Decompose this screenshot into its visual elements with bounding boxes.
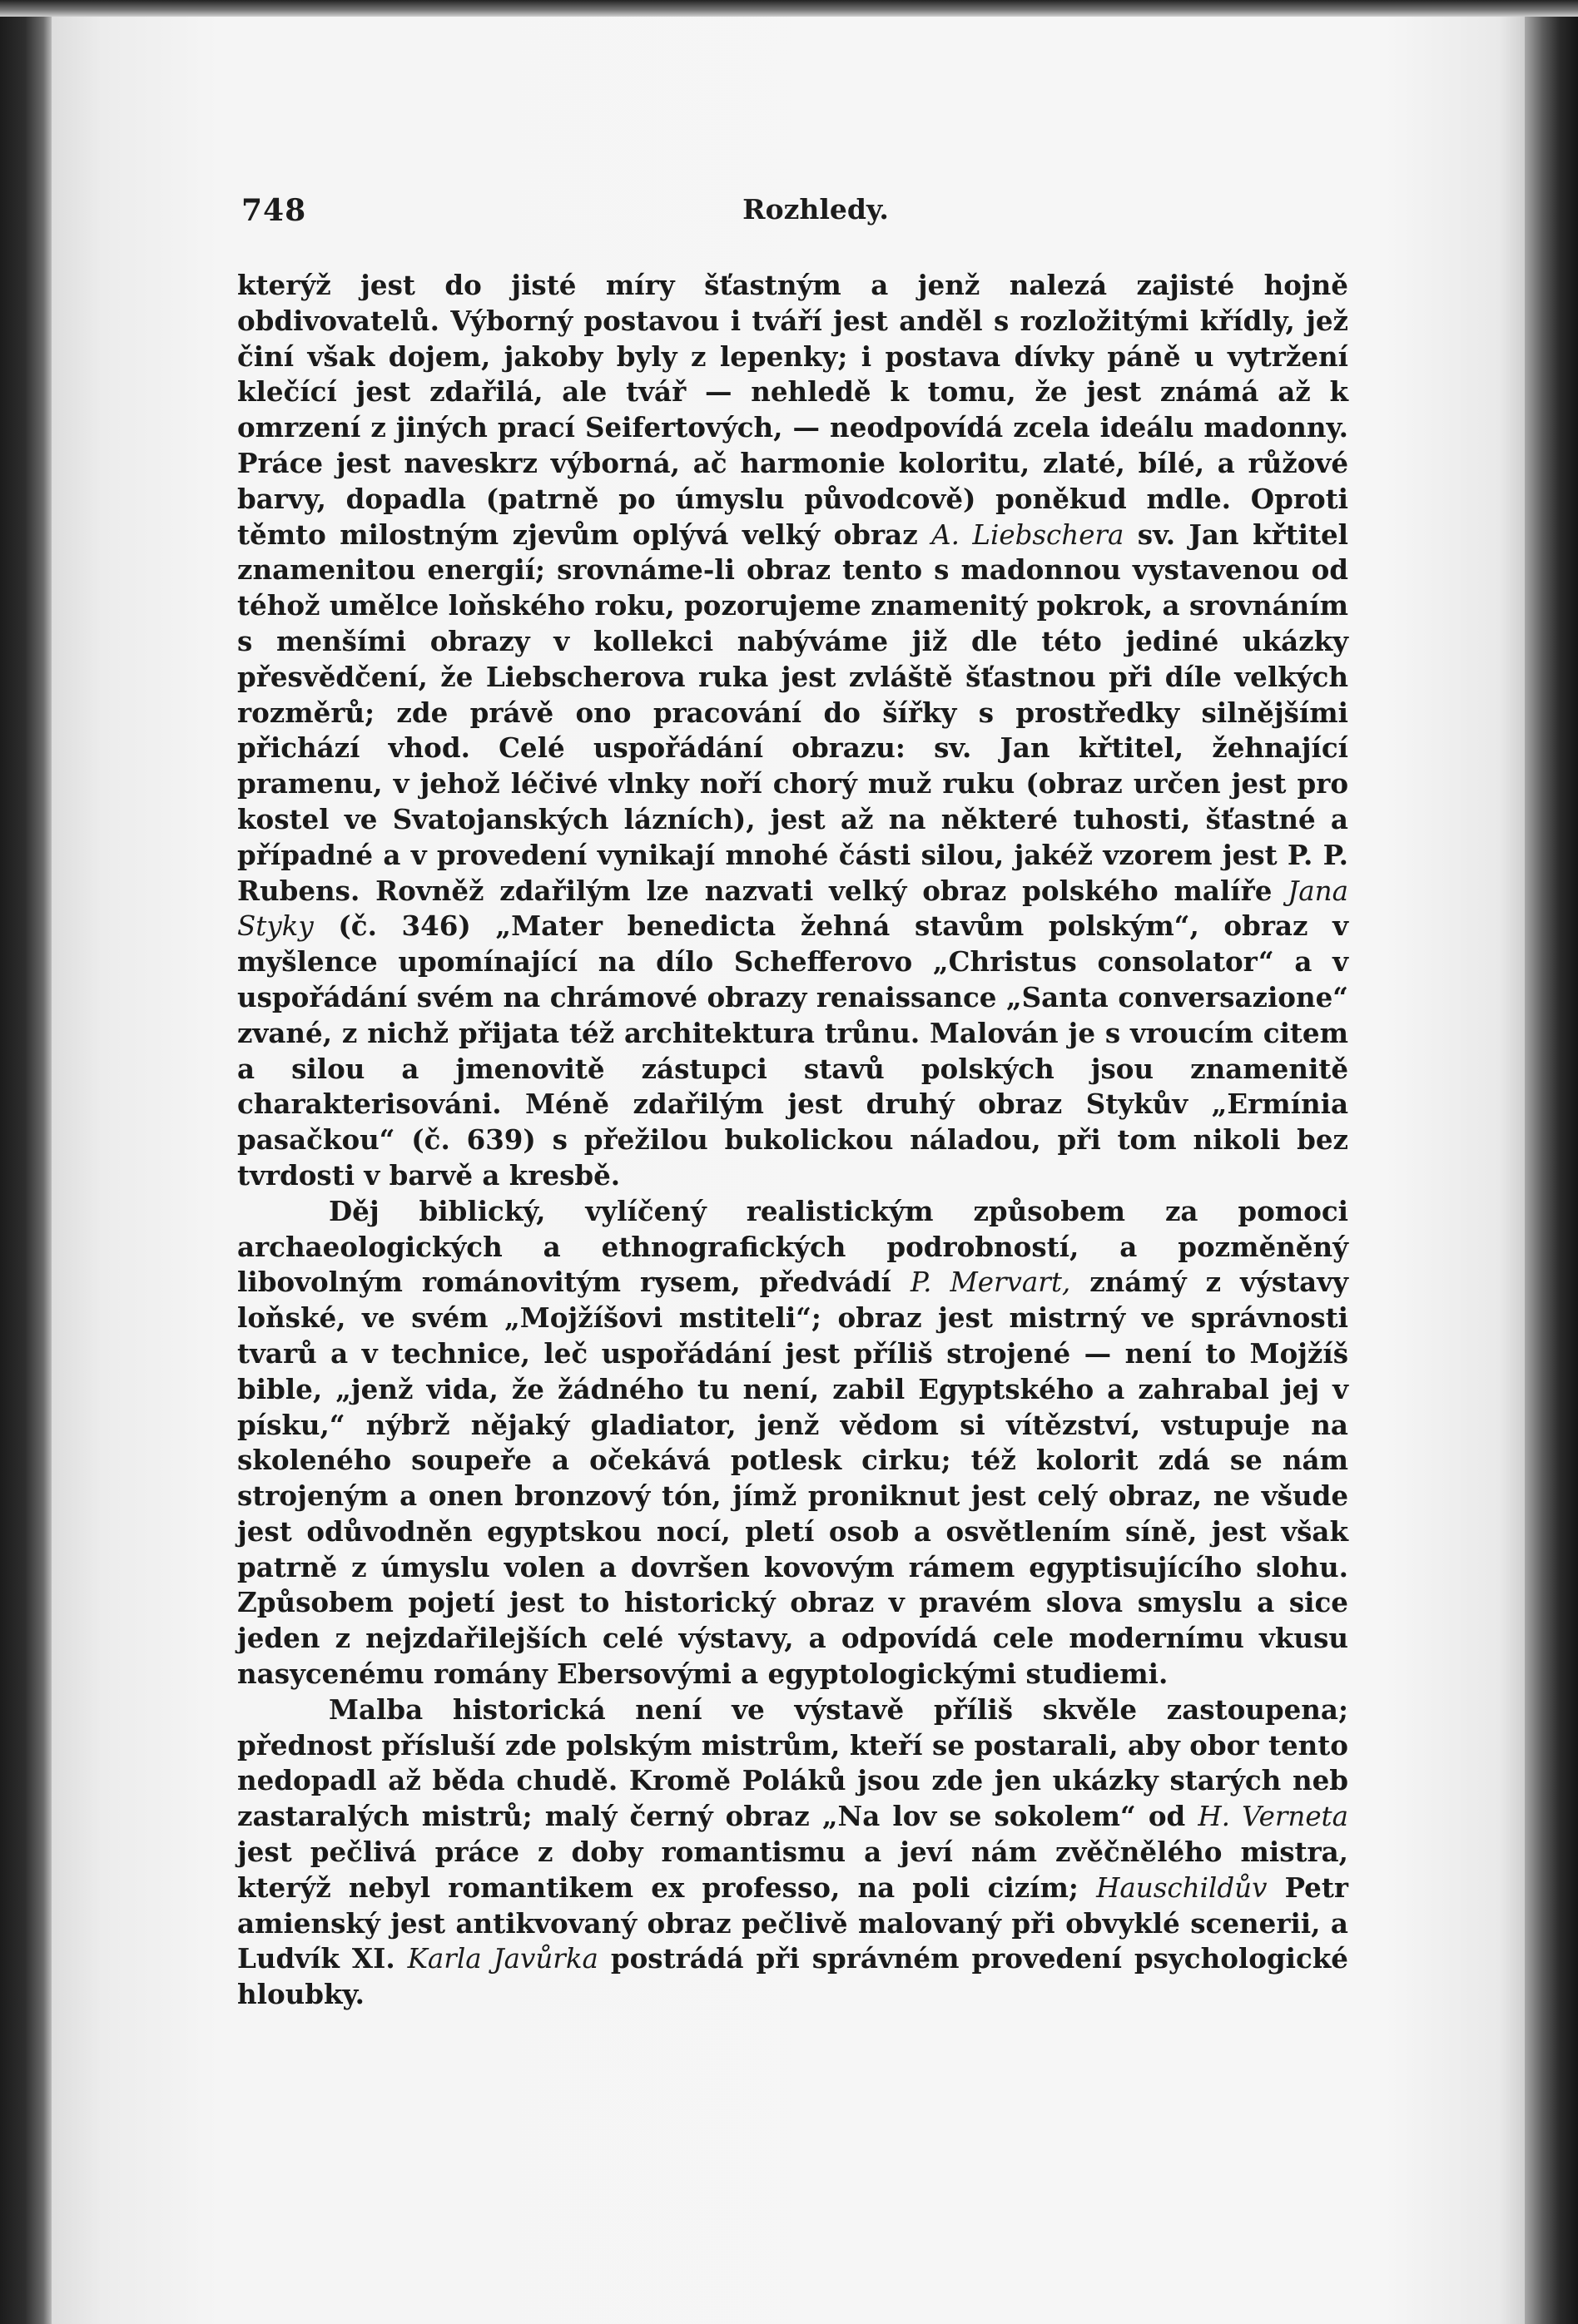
paragraph-3 <box>237 1692 1348 2013</box>
paragraph-2 <box>237 1194 1348 1692</box>
scan-left-edge <box>0 0 52 2324</box>
italic-name: Karla Javůrka <box>407 1943 598 1975</box>
page-header <box>241 185 1348 235</box>
italic-name: H. Verneta <box>1198 1801 1348 1833</box>
text-run: jest pečlivá práce z doby romantismu a jeví nám zvěčnělého mistra, kterýž nebyl romantikem ex professo, na poli cizím; <box>237 1836 1348 1904</box>
body-text <box>237 268 1348 2013</box>
text-run: Petr amienský jest antikvovaný obraz pečlivě malovaný při obvyklé scenerii, a Ludvík XI. <box>237 1871 1348 1975</box>
italic-name: Jana Styky <box>237 875 1348 943</box>
running-head: Rozhledy. <box>742 193 889 225</box>
italic-name: A. Liebschera <box>931 518 1124 551</box>
italic-name: P. Mervart, <box>910 1266 1071 1299</box>
scan-right-edge <box>1525 0 1578 2324</box>
text-run: Děj biblický, vylíčený realistickým způsobem za pomoci archaeologických a ethnografických podrobností, a pozměněný libovolným románovitým rysem, předvádí <box>237 1194 1348 1299</box>
text-run: (č. 346) „Mater benedicta žehná stavům polským“, obraz v myšlence upomínající na dílo Schefferovo „Christus consolator“ a v uspořádání svém na chrámové obrazy renaissance „Santa conversazione“ zvané, z nichž přijata též architektura trůnu. Malován je s vroucím citem a silou a jmenovitě zástupci stavů polských jsou znamenitě charakterisováni. Méně zdařilým jest druhý obraz Stykův „Ermínia pasačkou“ (č. 639) s přežilou bukolickou náladou, při tom nikoli bez tvrdosti v barvě a kresbě. <box>237 909 1348 1192</box>
text-run: kterýž jest do jisté míry šťastným a jenž nalezá zajisté hojně obdivovatelů. Výborný postavou i tváří jest anděl s rozložitými křídly, jež činí však dojem, jakoby byly z lepenky; i postava dívky páně u vytržení klečící jest zdařilá, ale tvář — nehledě k tomu, že jest známá až k omrzení z jiných prací Seifertových, — neodpovídá zcela ideálu madonny. Práce jest naveskrz výborná, ač harmonie koloritu, zlaté, bílé, a růžové barvy, dopadla (patrně po úmyslu původcově) poněkud mdle. Oproti těmto milostným zjevům oplývá velký obraz <box>237 269 1348 551</box>
text-run: Malba historická není ve výstavě příliš skvěle zastoupena; přednost přísluší zde polským mistrům, kteří se postarali, aby obor tento nedopadl až běda chudě. Kromě Poláků jsou zde jen ukázky starých neb zastaralých mistrů; malý černý obraz „Na lov se sokolem“ od <box>237 1692 1348 1833</box>
scan-top-edge <box>0 0 1578 17</box>
page-number: 748 <box>241 193 307 228</box>
text-run: známý z výstavy loňské, ve svém „Mojžíšovi mstiteli“; obraz jest mistrný ve správnosti tvarů a v technice, leč uspořádání jest příliš strojené — není to Mojžíš bible, „jenž vida, že žádného tu není, zabil Egyptského a zahrabal jej v písku,“ nýbrž nějaký gladiator, jenž vědom si vítězství, vstupuje na skoleného soupeře a očekává potlesk cirku; též kolorit zdá se nám strojeným a onen bronzový tón, jímž proniknut jest celý obraz, ne všude jest odůvodněn egyptskou nocí, pletí osob a osvětlením síně, jest však patrně z úmyslu volen a dovršen kovovým rámem egyptisujícího slohu. Způsobem pojetí jest to historický obraz v pravém slova smyslu a sice jeden z nejzdařilejších celé výstavy, a odpovídá cele modernímu vkusu nasycenému romány Ebersovými a egyptologickými studiemi. <box>237 1266 1348 1691</box>
paragraph-1 <box>237 268 1348 1194</box>
text-run: postrádá při správném provedení psychologické hloubky. <box>237 1942 1348 2011</box>
text-run: sv. Jan křtitel znamenitou energií; srovnáme-li obraz tento s madonnou vystavenou od téhož umělce loňského roku, pozorujeme znamenitý pokrok, a srovnáním s menšími obrazy v kollekci nabýváme již dle této jediné ukázky přesvědčení, že Liebscherova ruka jest zvláště šťastnou při díle velkých rozměrů; zde právě ono pracování do šířky s prostředky silnějšími přichází vhod. Celé uspořádání obrazu: sv. Jan křtitel, žehnající pramenu, v jehož léčivé vlnky noří chorý muž ruku (obraz určen jest pro kostel ve Svatojanských lázních), jest až na některé tuhosti, šťastné a případné a v provedení vynikají mnohé části silou, jakéž vzorem jest P. P. Rubens. Rovněž zdařilým lze nazvati velký obraz polského malíře <box>237 518 1348 907</box>
italic-name: Hauschildův <box>1096 1871 1268 1904</box>
